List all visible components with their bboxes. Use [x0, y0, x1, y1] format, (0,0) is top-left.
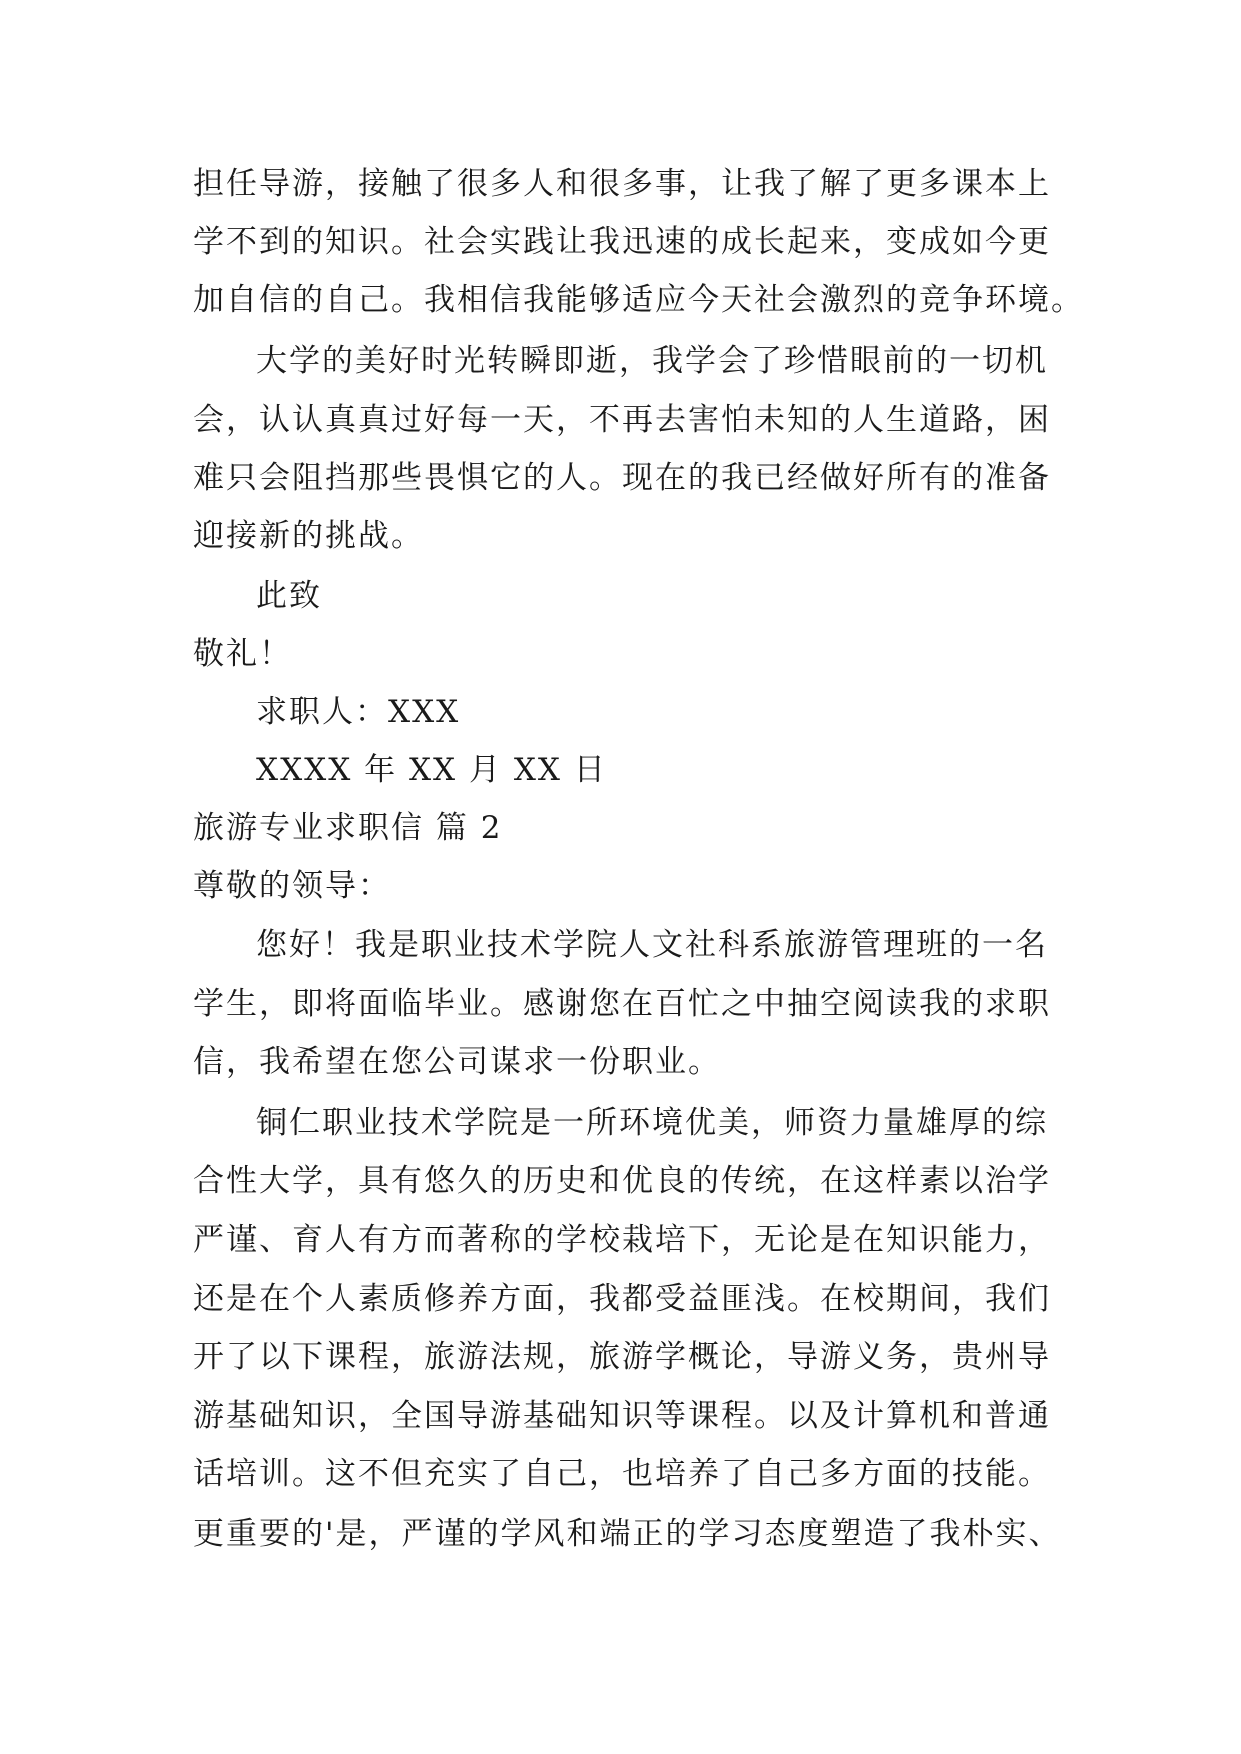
paragraph-line: 信，我希望在您公司谋求一份职业。: [193, 1044, 721, 1080]
paragraph-line: 学不到的知识。社会实践让我迅速的成长起来，变成如今更: [193, 224, 1051, 260]
paragraph-line: 话培训。这不但充实了自己，也培养了自己多方面的技能。: [193, 1456, 1051, 1492]
paragraph-line: 迎接新的挑战。: [193, 518, 424, 554]
paragraph-line: 难只会阻挡那些畏惧它的人。现在的我已经做好所有的准备: [193, 460, 1051, 496]
paragraph-line: 会，认认真真过好每一天，不再去害怕未知的人生道路，困: [193, 402, 1051, 438]
signature-date: XXXX 年 XX 月 XX 日: [256, 752, 607, 788]
paragraph-line: 严谨、育人有方而著称的学校栽培下，无论是在知识能力，: [193, 1222, 1051, 1258]
paragraph-line: 更重要的'是，严谨的学风和端正的学习态度塑造了我朴实、: [193, 1516, 1062, 1552]
paragraph-line: 铜仁职业技术学院是一所环境优美，师资力量雄厚的综: [256, 1105, 1048, 1141]
paragraph-line: 学生，即将面临毕业。感谢您在百忙之中抽空阅读我的求职: [193, 986, 1051, 1022]
greeting: 尊敬的领导：: [193, 868, 391, 904]
paragraph-line: 大学的美好时光转瞬即逝，我学会了珍惜眼前的一切机: [256, 343, 1048, 379]
closing-regards: 敬礼！: [193, 636, 292, 672]
section-heading: 旅游专业求职信 篇 2: [193, 810, 503, 846]
closing-salutation: 此致: [256, 578, 322, 614]
paragraph-line: 游基础知识，全国导游基础知识等课程。以及计算机和普通: [193, 1398, 1051, 1434]
signature-applicant: 求职人：XXX: [256, 694, 461, 730]
paragraph-line: 开了以下课程，旅游法规，旅游学概论，导游义务，贵州导: [193, 1339, 1051, 1375]
paragraph-line: 您好！我是职业技术学院人文社科系旅游管理班的一名: [256, 927, 1048, 963]
paragraph-line: 合性大学，具有悠久的历史和优良的传统，在这样素以治学: [193, 1163, 1051, 1199]
paragraph-line: 还是在个人素质修养方面，我都受益匪浅。在校期间，我们: [193, 1281, 1051, 1317]
paragraph-line: 担任导游，接触了很多人和很多事，让我了解了更多课本上: [193, 166, 1051, 202]
paragraph-line: 加自信的自己。我相信我能够适应今天社会激烈的竞争环境。: [193, 282, 1084, 318]
